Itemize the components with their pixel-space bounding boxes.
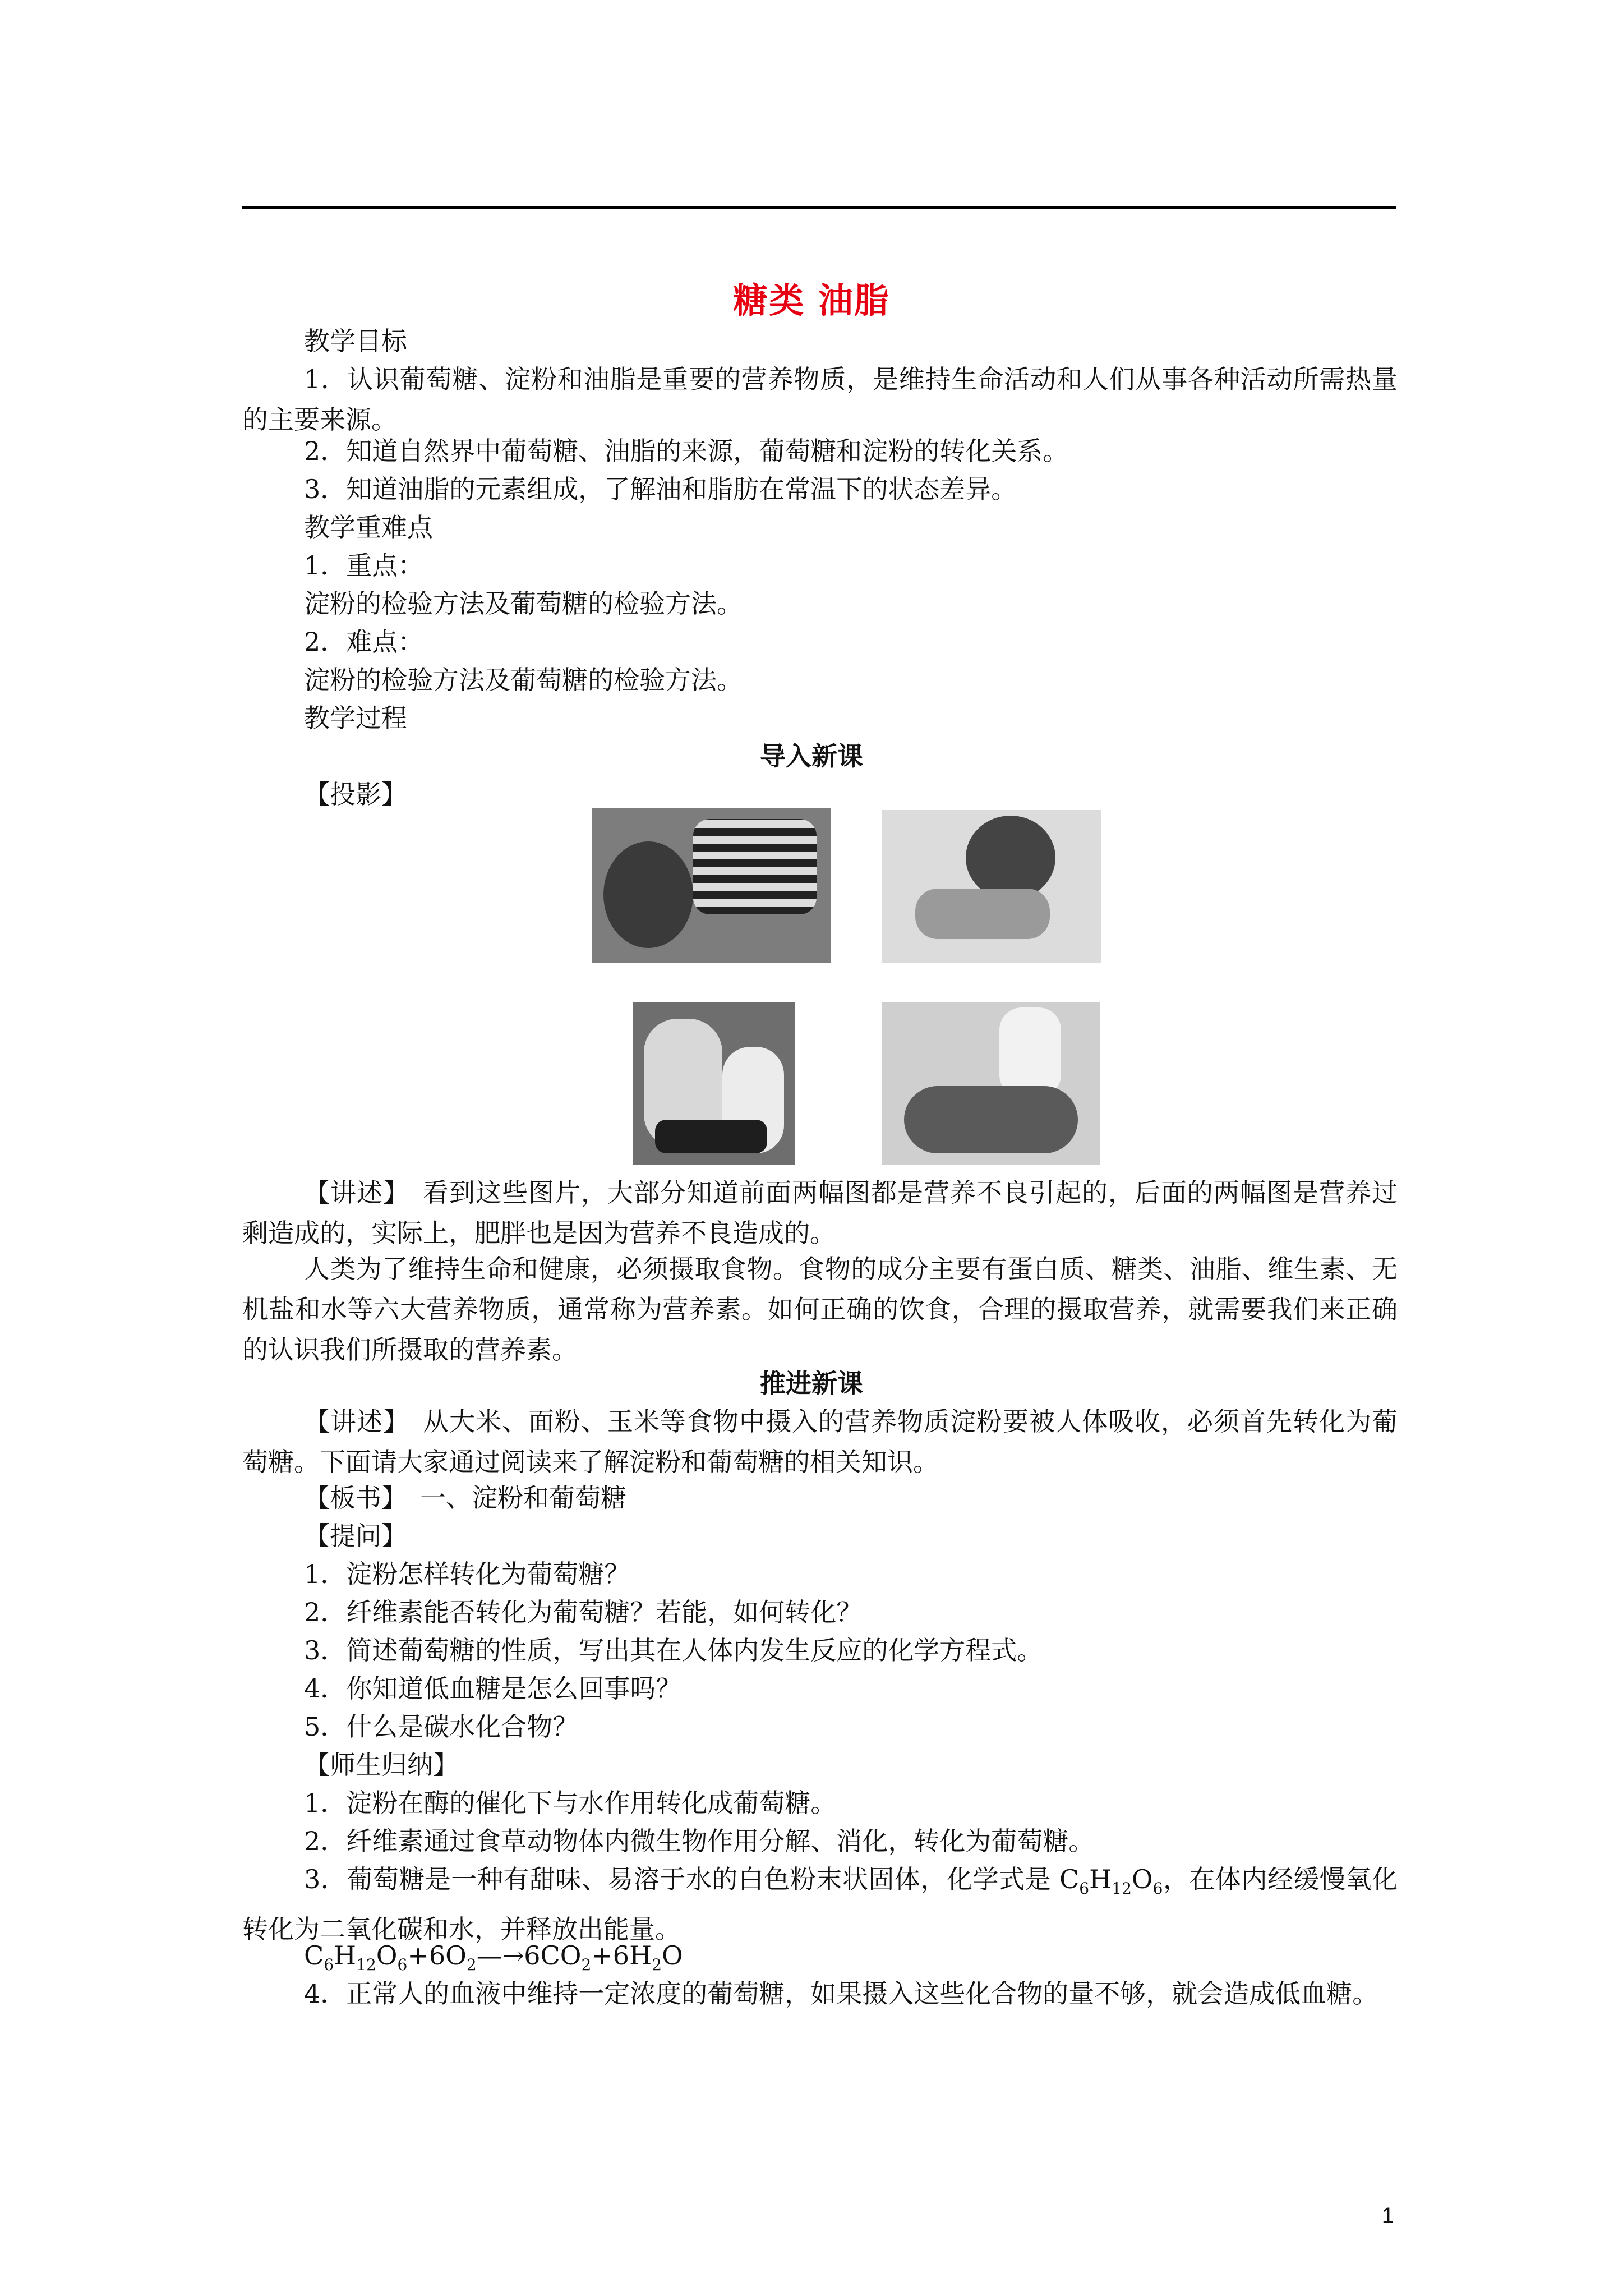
photo-malnourished-child-1	[592, 808, 831, 963]
reaction-arrow: —→	[476, 1940, 524, 1971]
answer-item-1: 1．淀粉在酶的催化下与水作用转化成葡萄糖。	[304, 1788, 837, 1818]
key-point-text-1: 淀粉的检验方法及葡萄糖的检验方法。	[304, 588, 743, 619]
subscript: 6	[1079, 1879, 1090, 1898]
formula-element: O	[1131, 1864, 1153, 1894]
formula-term: +6H	[591, 1940, 652, 1971]
question-item-4: 4．你知道低血糖是怎么回事吗？	[304, 1673, 682, 1704]
answer-3-prefix: 3．葡萄糖是一种有甜味、易溶于水的白色粉末状固体，化学式是 C	[304, 1864, 1080, 1894]
formula-term: 6CO	[524, 1940, 582, 1971]
question-item-3: 3．简述葡萄糖的性质，写出其在人体内发生反应的化学方程式。	[304, 1635, 1043, 1665]
formula-element: H	[334, 1940, 357, 1971]
section-heading-key-points: 教学重难点	[304, 512, 433, 542]
answer-item-2: 2．纤维素通过食草动物体内微生物作用分解、消化，转化为葡萄糖。	[304, 1826, 1095, 1856]
subscript: 6	[324, 1955, 334, 1975]
subscript: 2	[581, 1955, 592, 1975]
page-title: 糖类 油脂	[733, 280, 890, 321]
goal-item-3: 3．知道油脂的元素组成，了解油和脂肪在常温下的状态差异。	[304, 474, 1017, 504]
question-item-1: 1．淀粉怎样转化为葡萄糖？	[304, 1559, 630, 1589]
answer-item-4: 4．正常人的血液中维持一定浓度的葡萄糖，如果摄入这些化合物的量不够，就会造成低血糖。	[304, 1978, 1378, 2009]
section-heading-goals: 教学目标	[304, 326, 407, 356]
subheading-intro: 导入新课	[760, 741, 863, 771]
question-item-2: 2．纤维素能否转化为葡萄糖？若能，如何转化？	[304, 1597, 863, 1627]
formula-element: O	[376, 1940, 398, 1971]
photo-obese-children	[633, 1002, 795, 1165]
section-heading-process: 教学过程	[304, 703, 407, 733]
page-number: 1	[1381, 2203, 1394, 2228]
formula-element: H	[1089, 1864, 1112, 1894]
projection-label: 【投影】	[304, 779, 407, 809]
key-point-label-1: 1．重点：	[304, 550, 424, 581]
photo-obese-patient	[882, 1002, 1100, 1165]
photo-malnourished-child-2	[882, 810, 1101, 963]
subscript: 2	[652, 1955, 662, 1975]
summary-label: 【师生归纳】	[304, 1750, 459, 1780]
narration-1: 【讲述】 看到这些图片，大部分知道前面两幅图都是营养不良引起的，后面的两幅图是营养过剩造成的，实际上，肥胖也是因为营养不良造成的。	[242, 1177, 1398, 1248]
header-rule	[242, 206, 1396, 209]
subscript: 12	[356, 1955, 376, 1975]
subheading-advance: 推进新课	[760, 1368, 863, 1398]
key-point-label-2: 2．难点：	[304, 627, 424, 657]
narration-2: 人类为了维持生命和健康，必须摄取食物。食物的成分主要有蛋白质、糖类、油脂、维生素、无机盐和水等六大营养物质，通常称为营养素。如何正确的饮食，合理的摄取营养，就需要我们来正确的认识我们所摄取的营养素。	[242, 1254, 1398, 1365]
subscript: 6	[1152, 1879, 1163, 1898]
key-point-text-2: 淀粉的检验方法及葡萄糖的检验方法。	[304, 665, 743, 695]
formula-term: +6O	[407, 1940, 467, 1971]
formula-element: O	[662, 1940, 683, 1971]
subscript: 12	[1112, 1879, 1132, 1898]
board-note: 【板书】 一、淀粉和葡萄糖	[304, 1483, 626, 1513]
goal-item-1: 1．认识葡萄糖、淀粉和油脂是重要的营养物质，是维持生命活动和人们从事各种活动所需热量的主要来源。	[242, 364, 1398, 435]
goal-item-2: 2．知道自然界中葡萄糖、油脂的来源，葡萄糖和淀粉的转化关系。	[304, 436, 1069, 466]
formula-element: C	[304, 1940, 324, 1971]
question-item-5: 5．什么是碳水化合物？	[304, 1711, 579, 1742]
subscript: 6	[397, 1955, 408, 1975]
subscript: 2	[466, 1955, 477, 1975]
question-label: 【提问】	[304, 1521, 407, 1551]
narration-3: 【讲述】 从大米、面粉、玉米等食物中摄入的营养物质淀粉要被人体吸收，必须首先转化为葡萄糖。下面请大家通过阅读来了解淀粉和葡萄糖的相关知识。	[242, 1406, 1398, 1477]
answer-3-suffix: ，在体内经缓慢氧化转化为二氧化碳和水，并释放出能量。	[242, 1864, 1398, 1945]
